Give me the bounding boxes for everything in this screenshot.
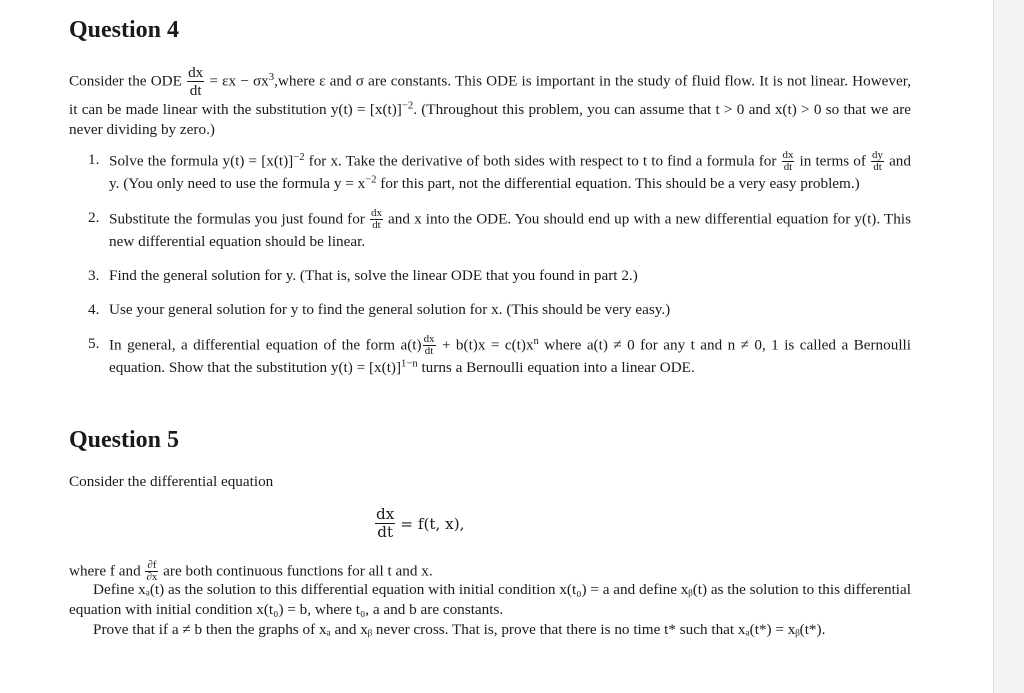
right-gutter <box>993 0 1024 693</box>
q4-part-5: 5. In general, a differential equation of the form a(t) $\frac{dx}{dt}$ + $b(t)x = c(t)x^n$ where a(t) ≠ 0 for any t and n ≠ 0, 1 is called a Bernoulli equation. Show that the substitution $y(t) = [x(t)]^{1-n}$ turns a Bernoulli equation into a linear ODE. <box>88 332 911 376</box>
question-5-title: Question 5 <box>69 427 180 453</box>
q4-intro-consider: Consider the ODE <box>69 72 182 90</box>
fraction-dx-dt: $\frac{dx}{dt}$ <box>782 149 794 174</box>
q5-define-paragraph: Define xₐ(t) as the solution to this differential equation with initial condition x(t₀) = a and define xᵦ(t) as the solution to this differential equation with initial condition x(t₀) = b, where t₀, a and b are constants. <box>69 581 911 618</box>
q4-ode-exp: 3 <box>268 72 275 84</box>
q4-part-4: 4. Use your general solution for y to find the general solution for x. (This should be very easy.) <box>88 300 671 318</box>
q5-derivative: $\frac{dx}{dt}$ <box>376 505 395 542</box>
q4-substitution-exp: −2 <box>401 100 414 112</box>
q4-part-1: 1. Solve the formula $y(t) = [x(t)]^{-2}$ for x. Take the derivative of both sides with respect to t to find a formula for $\frac{dx}{dt}$ in terms of $\frac{dy}{dt}$ and y. (You only need to use the formula $y = x^{-2}$ for this part, not the differential equation. This should be a very easy problem.) <box>88 149 911 192</box>
q4-ode-derivative: $\frac{dx}{dt}$ <box>188 64 204 100</box>
fraction-partial-f-x: $\frac{\partial f}{\partial x}$ <box>146 559 158 584</box>
q4-intro-paragraph <box>69 64 911 140</box>
q4-substitution: y(t) = [x(t)] <box>330 100 402 118</box>
fraction-dx-dt: $\frac{dx}{dt}$ <box>370 206 382 232</box>
q5-consider: Consider the differential equation <box>69 473 274 490</box>
question-4-title: Question 4 <box>69 17 180 43</box>
fraction-dx-dt: $\frac{dx}{dt}$ <box>423 332 435 358</box>
q4-part-3: 3. Find the general solution for y. (That is, solve the linear ODE that you found in part 2.) <box>88 266 638 284</box>
q5-equation-rhs: = f(t, x), <box>400 514 465 533</box>
q5-where-paragraph: where f and $\frac{\partial f}{\partial x}$ are both continuous functions for all t and x. <box>69 559 433 584</box>
q4-parts-list <box>69 150 911 378</box>
q4-intro-after: ,where ε and σ are constants. This ODE is important in the study of fluid flow. It is not linear. However, it can be made linear with the substitution <box>69 72 912 118</box>
q4-part-2: 2. Substitute the formulas you just found for $\frac{dx}{dt}$ and x into the ODE. You should end up with a new differential equation for y(t). This new differential equation should be linear. <box>88 206 911 250</box>
q4-intro-tail: . (Throughout this problem, you can assume that t > 0 and x(t) > 0 so that we are never dividing by zero.) <box>69 100 911 138</box>
fraction-dy-dt: $\frac{dy}{dt}$ <box>872 149 883 174</box>
q5-display-equation <box>374 506 464 542</box>
q4-ode-rhs: = εx − σx <box>209 72 269 90</box>
q5-prove-paragraph: Prove that if a ≠ b then the graphs of xₐ and xᵦ never cross. That is, prove that there is no time t* such that xₐ(t*) = xᵦ(t*). <box>93 621 826 638</box>
